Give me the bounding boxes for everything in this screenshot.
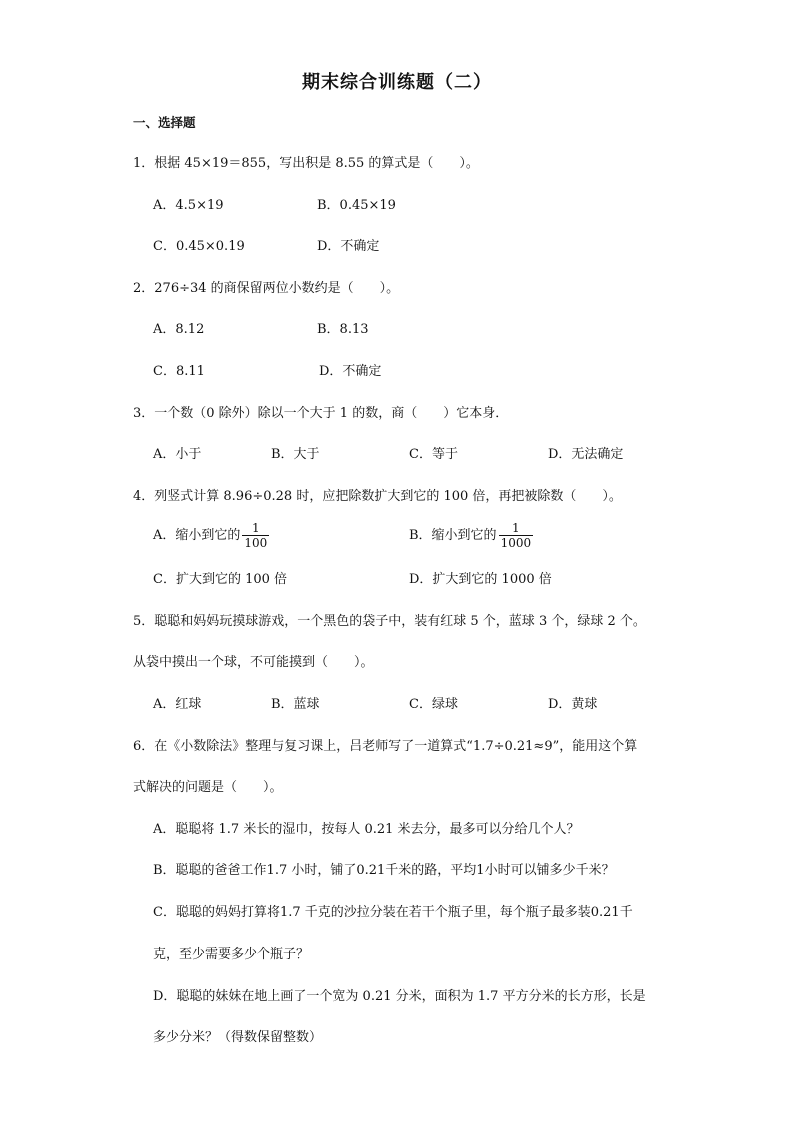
question-5-option-d[interactable]: D．黄球: [548, 697, 598, 712]
question-4-option-a-label: A．缩小到它的: [153, 528, 241, 543]
question-3-option-a[interactable]: A．小于: [153, 447, 202, 462]
fraction-denominator: 1000: [500, 536, 532, 550]
question-2-option-b[interactable]: B．8.13: [317, 322, 369, 337]
fraction-numerator: 1: [242, 521, 269, 536]
fraction-denominator: 100: [244, 536, 268, 550]
question-6-stem-line-2: 式解决的问题是（ ）。: [133, 780, 283, 795]
question-4-option-b[interactable]: [409, 521, 533, 550]
question-2-option-d[interactable]: D．不确定: [319, 364, 382, 379]
question-2-stem: 2．276÷34 的商保留两位小数约是（ ）。: [133, 281, 400, 296]
fraction-one-thousandth: [499, 521, 534, 550]
section-heading: 一、选择题: [133, 115, 196, 130]
question-6-option-d-line-2[interactable]: 多少分米？（得数保留整数）: [153, 1030, 323, 1045]
question-6-option-c-line-2[interactable]: 克，至少需要多少个瓶子？: [153, 947, 310, 962]
question-3-option-b[interactable]: B．大于: [271, 447, 320, 462]
question-3-stem: 3．一个数（0 除外）除以一个大于 1 的数，商（ ）它本身．: [133, 406, 509, 421]
question-4-stem: 4．列竖式计算 8.96÷0.28 时，应把除数扩大到它的 100 倍，再把被除数（ ）。: [133, 489, 622, 504]
question-4-option-a[interactable]: [153, 521, 269, 550]
question-5-stem-line-2: 从袋中摸出一个球，不可能摸到（ ）。: [133, 655, 374, 670]
question-4-option-d[interactable]: D．扩大到它的 1000 倍: [409, 572, 552, 587]
question-4-option-b-label: B．缩小到它的: [409, 528, 497, 543]
question-1-option-a[interactable]: A．4.5×19: [153, 198, 224, 213]
question-1-option-d[interactable]: D．不确定: [317, 239, 380, 254]
question-5-option-c[interactable]: C．绿球: [409, 697, 458, 712]
question-3-option-d[interactable]: D．无法确定: [548, 447, 624, 462]
question-6-option-a[interactable]: A．聪聪将 1.7 米长的湿巾，按每人 0.21 米去分，最多可以分给几个人？: [153, 822, 580, 837]
question-5-stem-line-1: 5．聪聪和妈妈玩摸球游戏，一个黑色的袋子中，装有红球 5 个，蓝球 3 个，绿球 2 个。: [133, 614, 646, 629]
fraction-numerator: 1: [499, 521, 534, 536]
page-title: 期末综合训练题（二）: [302, 72, 492, 93]
question-1-option-b[interactable]: B．0.45×19: [317, 198, 396, 213]
question-4-option-c[interactable]: C．扩大到它的 100 倍: [153, 572, 288, 587]
question-1-stem: 1．根据 45×19＝855，写出积是 8.55 的算式是（ ）。: [133, 156, 479, 171]
fraction-one-hundredth: [242, 521, 269, 550]
question-2-option-c[interactable]: C．8.11: [153, 364, 205, 379]
question-5-option-b[interactable]: B．蓝球: [271, 697, 320, 712]
question-1-option-c[interactable]: C．0.45×0.19: [153, 239, 245, 254]
question-6-stem-line-1: 6．在《小数除法》整理与复习课上，吕老师写了一道算式“1.7÷0.21≈9”，能用这个算: [133, 739, 638, 754]
question-6-option-b[interactable]: B．聪聪的爸爸工作1.7 小时，铺了0.21千米的路，平均1小时可以铺多少千米？: [153, 863, 615, 878]
question-5-option-a[interactable]: A．红球: [153, 697, 202, 712]
question-6-option-d-line-1[interactable]: D．聪聪的妹妹在地上画了一个宽为 0.21 分米，面积为 1.7 平方分米的长方形，长是: [153, 989, 646, 1004]
question-3-option-c[interactable]: C．等于: [409, 447, 458, 462]
question-2-option-a[interactable]: A．8.12: [153, 322, 205, 337]
question-6-option-c-line-1[interactable]: C．聪聪的妈妈打算将1.7 千克的沙拉分装在若干个瓶子里，每个瓶子最多装0.21千: [153, 905, 633, 920]
